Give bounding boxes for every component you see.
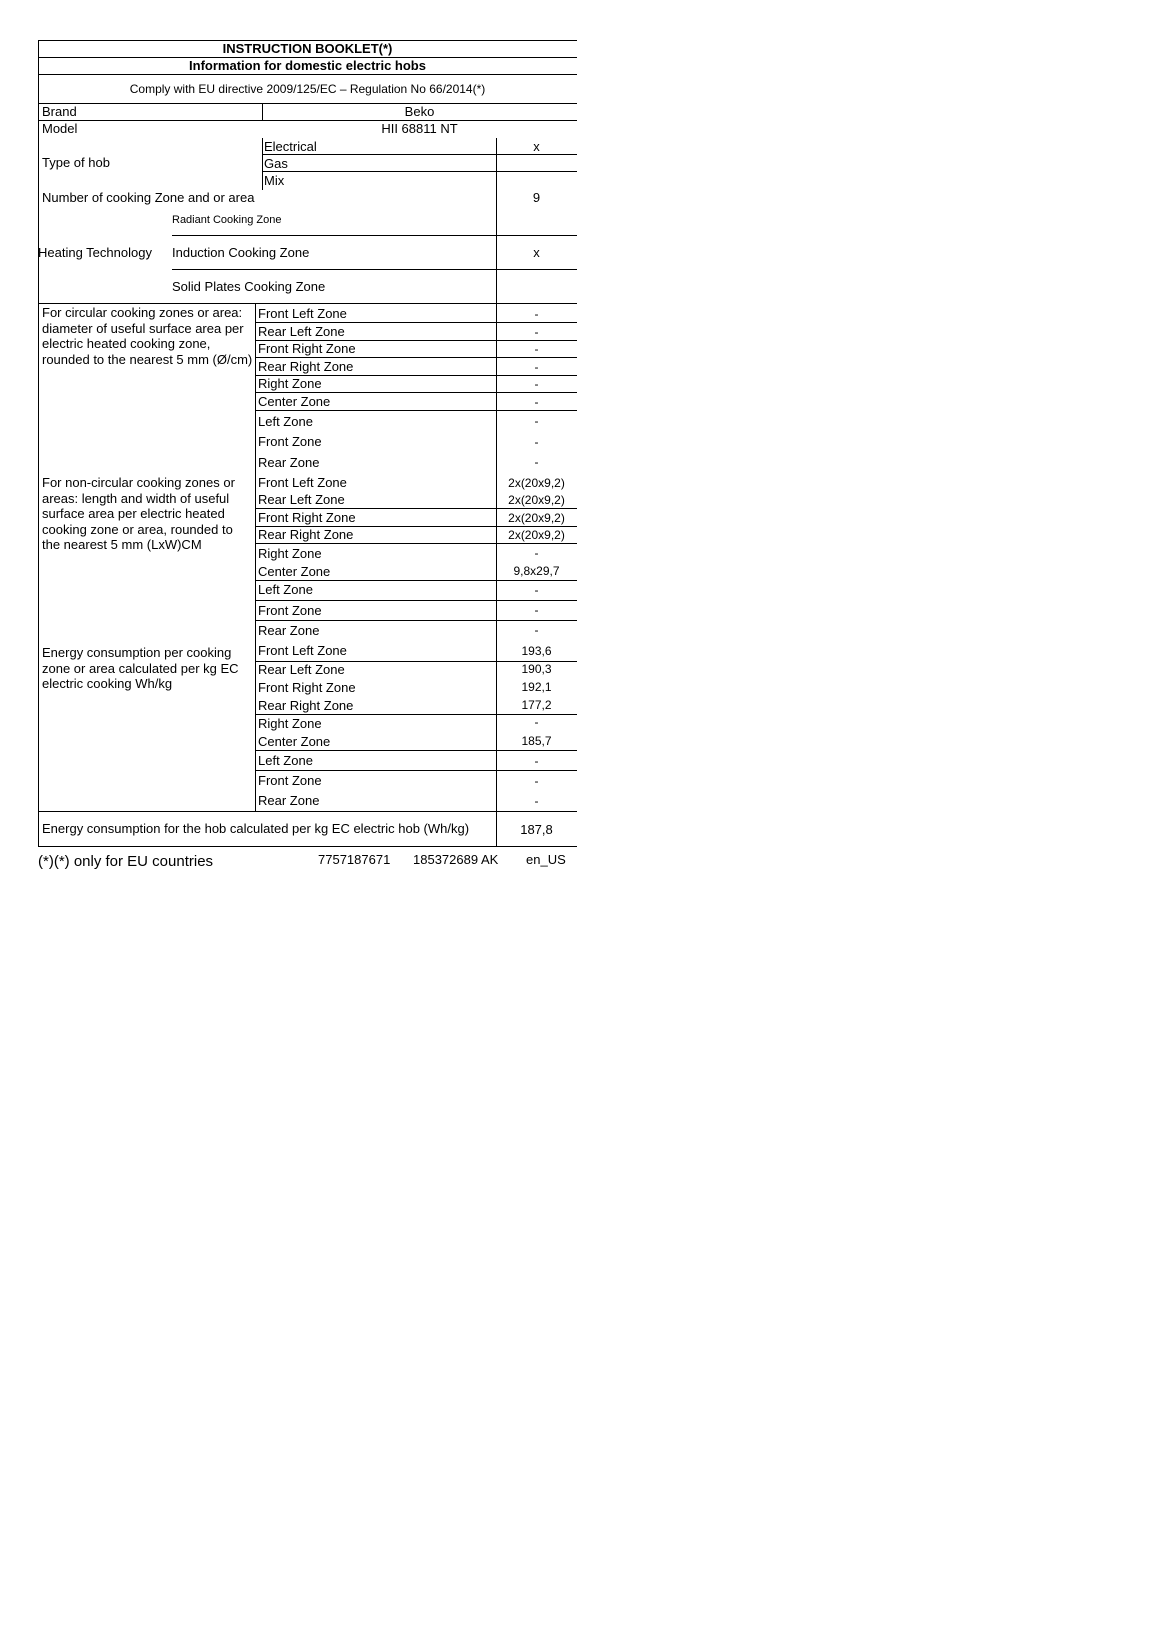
zone-label: Center Zone <box>258 394 331 409</box>
model-label: Model <box>42 121 78 136</box>
zone-label: Rear Left Zone <box>258 492 345 507</box>
zone-value: - <box>534 455 539 469</box>
directive-text: Comply with EU directive 2009/125/EC – Regulation No 66/2014(*) <box>129 82 486 96</box>
zone-label: Front Left Zone <box>258 475 347 490</box>
heating-technology-label: Heating Technology <box>38 245 152 260</box>
zone-value: 193,6 <box>521 644 552 658</box>
zone-label: Front Right Zone <box>258 510 356 525</box>
zone-label: Right Zone <box>258 376 322 391</box>
zone-label: Left Zone <box>258 414 313 429</box>
zone-label: Rear Right Zone <box>258 527 354 542</box>
zone-value: - <box>534 377 539 391</box>
circular-zones-label: For circular cooking zones or area: diameter of useful surface area per electric heated cooking zone, rounded to the nearest 5 mm (Ø/cm) <box>42 305 253 367</box>
zone-value: - <box>534 307 539 321</box>
zones-count-value: 9 <box>532 190 541 205</box>
zone-value: 2x(20x9,2) <box>508 493 565 507</box>
hob-type-option-label: Gas <box>264 156 288 171</box>
zone-label: Front Zone <box>258 773 322 788</box>
document-subtitle: Information for domestic electric hobs <box>189 58 426 73</box>
zone-label: Center Zone <box>258 564 331 579</box>
document-title: INSTRUCTION BOOKLET(*) <box>222 41 393 56</box>
zone-value: - <box>534 360 539 374</box>
zone-value: 9,8x29,7 <box>513 564 560 578</box>
zone-value: 192,1 <box>521 680 552 694</box>
zone-label: Rear Right Zone <box>258 359 354 374</box>
hob-type-label: Type of hob <box>42 155 110 170</box>
footer-locale: en_US <box>526 852 566 867</box>
zone-value: - <box>534 603 539 617</box>
zone-value: - <box>534 395 539 409</box>
zone-value: - <box>534 715 539 729</box>
zone-label: Rear Zone <box>258 623 320 638</box>
zone-value: 185,7 <box>521 734 552 748</box>
zone-value: - <box>534 623 539 637</box>
zone-label: Front Left Zone <box>258 306 347 321</box>
zone-value: - <box>534 546 539 560</box>
energy-hob-label: Energy consumption for the hob calculated per kg EC electric hob (Wh/kg) <box>42 821 470 836</box>
hob-type-option-value: x <box>533 139 540 154</box>
hob-type-option-label: Mix <box>264 173 285 188</box>
zone-label: Right Zone <box>258 716 322 731</box>
energy-hob-value: 187,8 <box>520 822 553 837</box>
zone-value: - <box>534 794 539 808</box>
model-value: HII 68811 NT <box>381 121 458 136</box>
brand-value: Beko <box>404 104 435 119</box>
zone-label: Rear Zone <box>258 793 320 808</box>
zone-label: Left Zone <box>258 582 313 597</box>
heating-option-value: x <box>533 245 540 260</box>
zones-count-label: Number of cooking Zone and or area <box>42 190 255 205</box>
footer-note: (*)(*) only for EU countries <box>38 853 214 870</box>
zone-label: Right Zone <box>258 546 322 561</box>
zone-label: Rear Zone <box>258 455 320 470</box>
zone-value: 2x(20x9,2) <box>508 511 565 525</box>
zone-value: - <box>534 774 539 788</box>
noncircular-zones-label: For non-circular cooking zones or areas: length and width of useful surface area per electric heated cooking zone or area, rounded to the nearest 5 mm (LxW)CM <box>42 475 235 553</box>
hob-type-option-label: Electrical <box>264 139 317 154</box>
zone-label: Rear Right Zone <box>258 698 354 713</box>
zone-value: - <box>534 414 539 428</box>
zone-value: - <box>534 342 539 356</box>
zone-value: 2x(20x9,2) <box>508 476 565 490</box>
zone-label: Left Zone <box>258 753 313 768</box>
heating-option-label: Solid Plates Cooking Zone <box>172 279 326 294</box>
zone-label: Rear Left Zone <box>258 324 345 339</box>
zone-label: Front Zone <box>258 603 322 618</box>
brand-label: Brand <box>42 104 77 119</box>
zone-label: Front Right Zone <box>258 680 356 695</box>
heating-option-label: Radiant Cooking Zone <box>172 214 282 226</box>
footer-code: 7757187671 <box>318 852 391 867</box>
footer-code: 185372689 AK <box>413 852 499 867</box>
zone-value: 2x(20x9,2) <box>508 528 565 542</box>
zone-value: - <box>534 754 539 768</box>
zone-label: Center Zone <box>258 734 331 749</box>
heating-option-label: Induction Cooking Zone <box>172 245 310 260</box>
zone-label: Rear Left Zone <box>258 662 345 677</box>
zone-value: - <box>534 325 539 339</box>
zone-value: 190,3 <box>521 662 552 676</box>
zone-label: Front Right Zone <box>258 341 356 356</box>
zone-value: - <box>534 583 539 597</box>
zone-value: 177,2 <box>521 698 552 712</box>
zone-value: - <box>534 435 539 449</box>
energy-zone-label: Energy consumption per cooking zone or area calculated per kg EC electric cooking Wh/kg <box>42 645 239 692</box>
zone-label: Front Left Zone <box>258 643 347 658</box>
zone-label: Front Zone <box>258 434 322 449</box>
